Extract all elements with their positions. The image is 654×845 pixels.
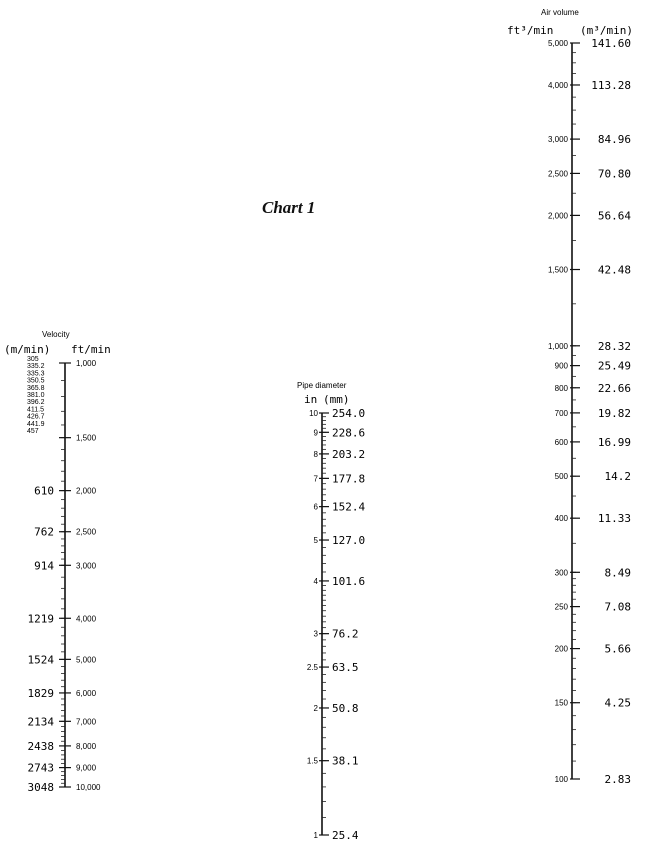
- velocity-tick-label-m: 2743: [27, 761, 54, 775]
- velocity-tick-label-m: 3048: [27, 781, 54, 794]
- air-tick-label-m3: 8.49: [604, 566, 631, 580]
- velocity-tick-label-ft: 1,000: [76, 359, 97, 368]
- pipe-tick-label-mm: 177.8: [332, 472, 366, 486]
- pipe-tick-label-mm: 76.2: [332, 627, 359, 641]
- air-tick-label-ft3: 3,000: [547, 135, 568, 145]
- air-tick-label-ft3: 150: [554, 698, 568, 708]
- pipe-tick-label-in: 8: [313, 449, 318, 459]
- air-tick-label-m3: 4.25: [604, 696, 631, 710]
- velocity-tick-label-m: 2438: [27, 739, 54, 753]
- air-tick-label-m3: 5.66: [604, 642, 631, 656]
- air-volume-scale: [507, 8, 633, 786]
- velocity-tick-label-m: 762: [34, 525, 54, 539]
- velocity-crowded-m-label: 350.5: [27, 377, 45, 385]
- air-tick-label-m3: 84.96: [597, 133, 631, 147]
- velocity-crowded-m-label: 411.5: [27, 406, 44, 414]
- air-tick-label-m3: 56.64: [597, 209, 631, 223]
- air-tick-label-ft3: 2,500: [547, 169, 568, 179]
- velocity-scale: [4, 330, 111, 794]
- air-tick-label-ft3: 700: [554, 408, 568, 418]
- pipe-tick-label-mm: 152.4: [332, 500, 366, 514]
- air-tick-label-ft3: 1,000: [547, 341, 568, 351]
- pipe-tick-label-in: 1.5: [306, 756, 318, 766]
- pipe-tick-label-in: 10: [309, 409, 318, 418]
- velocity-tick-label-ft: 4,000: [76, 614, 97, 624]
- air-tick-label-ft3: 100: [554, 775, 568, 784]
- velocity-tick-label-m: 2134: [27, 715, 54, 729]
- air-tick-label-ft3: 1,500: [547, 265, 568, 275]
- pipe-tick-label-mm: 25.4: [332, 829, 359, 842]
- air-tick-label-m3: 25.49: [597, 359, 631, 373]
- velocity-crowded-m-label: 426.7: [27, 413, 45, 421]
- air-tick-label-m3: 7.08: [604, 600, 631, 614]
- air-tick-label-ft3: 500: [554, 472, 568, 482]
- pipe-tick-label-mm: 127.0: [332, 534, 366, 548]
- air-tick-label-ft3: 2,000: [547, 211, 568, 221]
- velocity-crowded-m-label: 441.9: [27, 420, 45, 428]
- velocity-tick-label-ft: 8,000: [76, 741, 97, 751]
- velocity-tick-label-m: 610: [34, 484, 54, 498]
- pipe-tick-label-in: 9: [313, 428, 318, 438]
- air-tick-label-ft3: 600: [554, 437, 568, 447]
- air-tick-label-m3: 16.99: [597, 435, 631, 449]
- air-tick-label-m3: 113.28: [591, 78, 631, 92]
- pipe-tick-label-mm: 203.2: [332, 447, 366, 461]
- air-tick-label-m3: 11.33: [597, 512, 631, 526]
- pipe-tick-label-in: 5: [313, 536, 318, 546]
- air-tick-label-ft3: 800: [554, 383, 568, 393]
- pipe-diameter-scale: [297, 381, 365, 842]
- air-tick-label-m3: 2.83: [604, 773, 631, 786]
- velocity-tick-label-ft: 6,000: [76, 688, 97, 698]
- pipe-units-left: in: [304, 393, 318, 406]
- velocity-tick-label-ft: 1,500: [76, 433, 97, 443]
- pipe-tick-label-in: 4: [313, 576, 318, 586]
- pipe-tick-label-mm: 50.8: [332, 701, 359, 715]
- velocity-tick-label-ft: 7,000: [76, 717, 97, 727]
- air-tick-label-ft3: 400: [554, 514, 568, 524]
- velocity-tick-label-ft: 3,000: [76, 561, 97, 571]
- velocity-tick-label-m: 914: [34, 559, 54, 573]
- pipe-tick-label-mm: 228.6: [332, 426, 366, 440]
- air-tick-label-m3: 19.82: [597, 406, 631, 420]
- pipe-tick-label-in: 2.5: [306, 663, 318, 673]
- pipe-tick-label-in: 6: [313, 502, 318, 512]
- pipe-tick-label-in: 7: [313, 474, 318, 484]
- pipe-caption: Pipe diameter: [297, 381, 347, 390]
- velocity-tick-label-m: 1524: [27, 653, 54, 667]
- velocity-crowded-m-label: 396.2: [27, 399, 45, 407]
- pipe-units-right: (mm): [323, 393, 350, 406]
- air-units-left: ft³/min: [507, 24, 554, 37]
- velocity-caption: Velocity: [42, 330, 70, 339]
- air-tick-label-ft3: 200: [554, 644, 568, 654]
- air-tick-label-m3: 28.32: [597, 339, 631, 353]
- velocity-crowded-m-label: 381.0: [27, 392, 45, 399]
- velocity-tick-label-ft: 2,500: [76, 527, 97, 537]
- velocity-tick-label-ft: 5,000: [76, 655, 97, 665]
- velocity-tick-label-ft: 2,000: [76, 486, 97, 496]
- velocity-crowded-m-label: 335.2: [27, 363, 45, 371]
- air-tick-label-m3: 141.60: [591, 37, 631, 50]
- air-tick-label-m3: 70.80: [597, 167, 631, 181]
- air-caption: Air volume: [541, 8, 579, 17]
- velocity-tick-label-ft: 10,000: [76, 783, 101, 792]
- air-tick-label-ft3: 900: [554, 361, 568, 371]
- velocity-crowded-m-label: 305: [27, 356, 39, 363]
- velocity-tick-label-m: 1219: [27, 612, 54, 626]
- velocity-crowded-m-label: 335.3: [27, 370, 45, 378]
- velocity-tick-label-m: 1829: [27, 686, 54, 700]
- air-tick-label-ft3: 5,000: [547, 39, 568, 48]
- velocity-crowded-m-label: 457: [27, 428, 39, 435]
- chart-title: Chart 1: [262, 198, 316, 217]
- velocity-units-right: ft/min: [71, 343, 111, 356]
- air-tick-label-ft3: 300: [554, 568, 568, 578]
- air-tick-label-m3: 42.48: [597, 263, 631, 277]
- air-tick-label-ft3: 250: [554, 602, 568, 612]
- pipe-tick-label-mm: 38.1: [332, 754, 359, 768]
- air-tick-label-m3: 22.66: [597, 381, 631, 395]
- pipe-tick-label-mm: 63.5: [332, 661, 359, 675]
- velocity-tick-label-ft: 9,000: [76, 763, 97, 773]
- pipe-tick-label-in: 1: [313, 831, 318, 840]
- air-units-right: (m³/min): [580, 24, 633, 37]
- air-tick-label-ft3: 4,000: [547, 80, 568, 90]
- pipe-tick-label-mm: 254.0: [332, 407, 366, 420]
- velocity-units-left: (m/min): [4, 343, 51, 356]
- velocity-crowded-m-label: 365.8: [27, 384, 45, 392]
- pipe-tick-label-in: 2: [313, 703, 318, 713]
- pipe-tick-label-mm: 101.6: [332, 574, 366, 588]
- pipe-tick-label-in: 3: [313, 629, 318, 639]
- air-tick-label-m3: 14.2: [604, 470, 631, 484]
